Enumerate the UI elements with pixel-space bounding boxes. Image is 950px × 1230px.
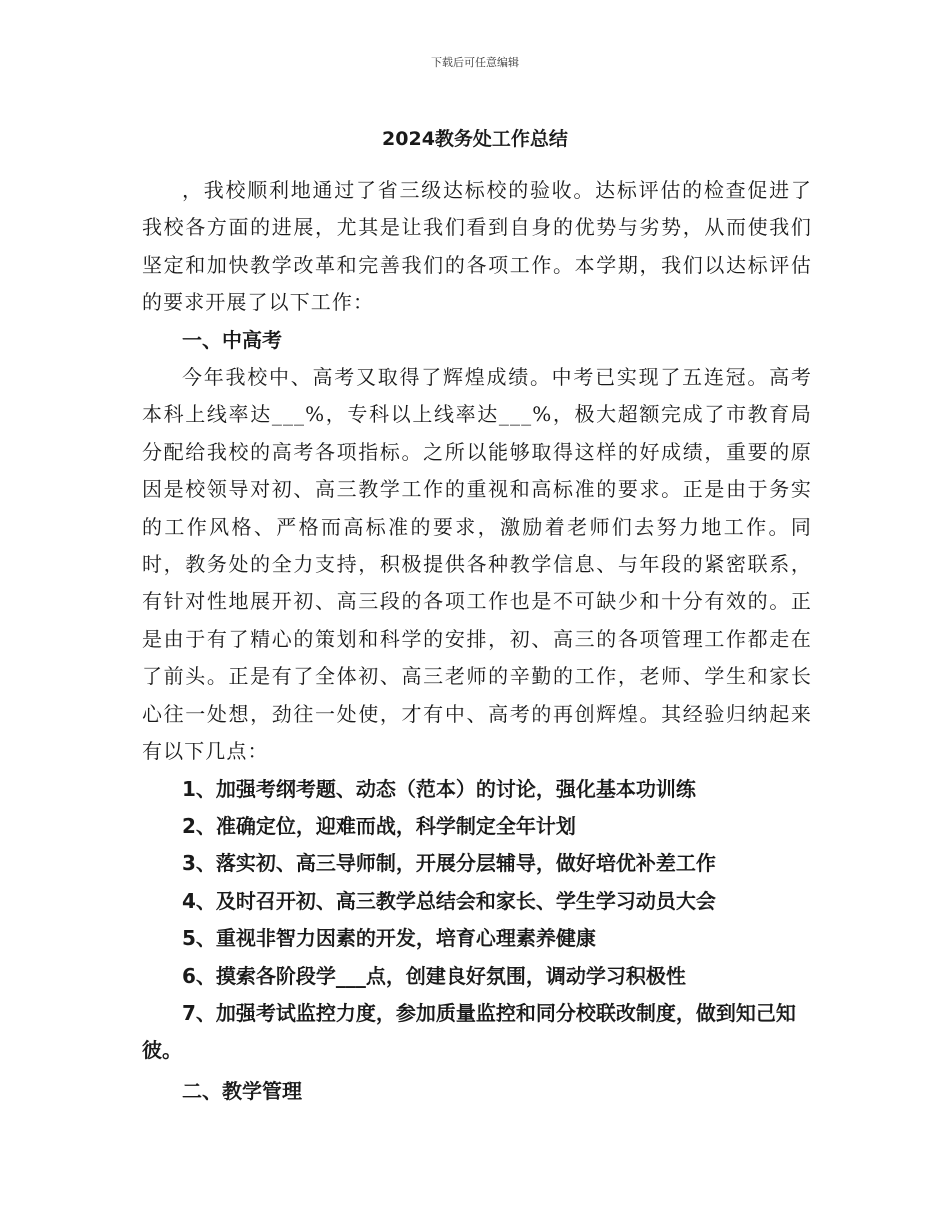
list-item: 7、加强考试监控力度，参加质量监控和同分校联改制度，做到知己知彼。	[142, 1000, 796, 1063]
section-1-paragraph: 今年我校中、高考又取得了辉煌成绩。中考已实现了五连冠。高考本科上线率达___%，专科以上线率达___%，极大超额完成了市教育局分配给我校的高考各项指标。之所以能够取得这样的好成绩，重要的原因是校领导对初、高三教学工作的重视和高标准的要求。正是由于务实的工作风格、严格而高标准的要求，激励着老师们去努力地工作。同时，教务处的全力支持，积极提供各种教学信息、与年段的紧密联系，有针对性地展开初、高三段的各项工作也是不可缺少和十分有效的。正是由于有了精心的策划和科学的安排，初、高三的各项管理工作都走在了前头。正是有了全体初、高三老师的辛勤的工作，老师、学生和家长心往一处想，劲往一处使，才有中、高考的再创辉煌。其经验归纳起来有以下几点：	[142, 365, 812, 764]
intro-paragraph: ，我校顺利地通过了省三级达标校的验收。达标评估的检查促进了我校各方面的进展，尤其是让我们看到自身的优势与劣势，从而使我们坚定和加快教学改革和完善我们的各项工作。本学期，我们以达标评估的要求开展了以下工作：	[142, 178, 812, 315]
list-item: 5、重视非智力因素的开发，培育心理素养健康	[182, 926, 596, 951]
section-heading-2: 二、教学管理	[182, 1078, 302, 1103]
list-item: 4、及时召开初、高三教学总结会和家长、学生学习动员大会	[182, 888, 716, 913]
document-title: 2024教务处工作总结	[382, 128, 568, 150]
experience-points-list	[142, 771, 812, 1070]
list-item: 2、准确定位，迎难而战，科学制定全年计划	[182, 813, 576, 838]
header-note: 下载后可任意编辑	[431, 56, 519, 69]
list-item: 3、落实初、高三导师制，开展分层辅导，做好培优补差工作	[182, 851, 716, 876]
document-body	[142, 172, 812, 1110]
list-item: 1、加强考纲考题、动态（范本）的讨论，强化基本功训练	[182, 776, 696, 801]
section-heading-1: 一、中高考	[182, 327, 282, 352]
list-item: 6、摸索各阶段学___点，创建良好氛围，调动学习积极性	[182, 963, 686, 988]
